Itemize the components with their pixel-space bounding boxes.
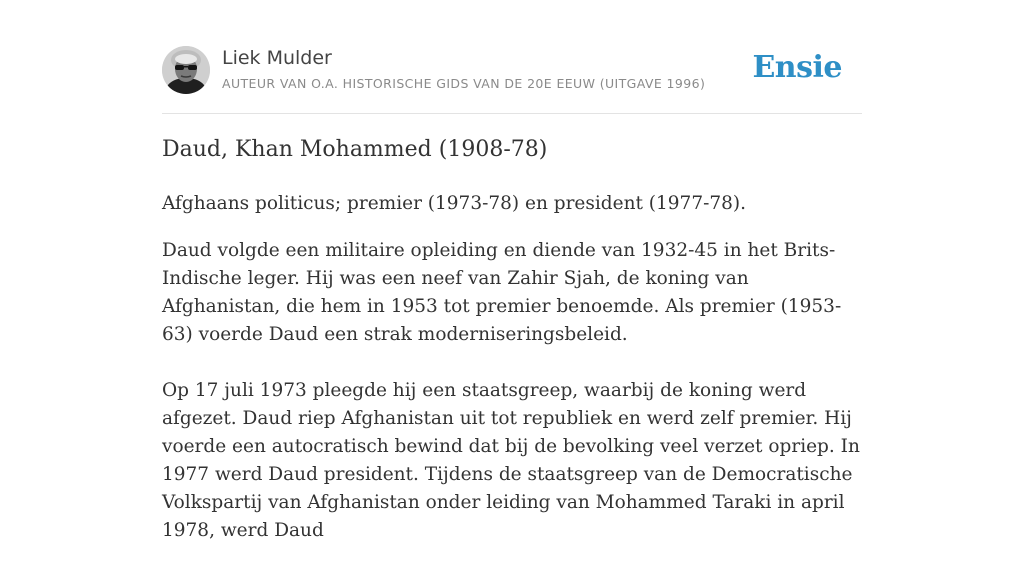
header-divider [162,113,862,114]
article-paragraph: Op 17 juli 1973 pleegde hij een staatsgreep, waarbij de koning werd afgezet. Daud riep Afghanistan uit tot republiek en werd zelf premier. Hij voerde een autocratisch bewind dat bij de bevolking veel verzet opriep. In 1977 werd Daud president. Tijdens de staatsgreep van de Democratische Volkspartij van Afghanistan onder leiding van Mohammed Taraki in april 1978, werd Daud [162,380,860,541]
article-summary: Afghaans politicus; premier (1973-78) en president (1977-78). [162,193,746,214]
ensie-logo[interactable]: Ensie [752,50,842,85]
author-name[interactable]: Liek Mulder [222,47,332,69]
article-title: Daud, Khan Mohammed (1908-78) [162,137,548,162]
article-body [162,190,867,573]
author-avatar[interactable] [162,46,210,94]
author-header [162,46,862,96]
article-paragraph: Daud volgde een militaire opleiding en diende van 1932-45 in het Brits-Indische leger. Hij was een neef van Zahir Sjah, de koning van Afghanistan, die hem in 1953 tot premier benoemde. Als premier (1953-63) voerde Daud een strak moderniseringsbeleid. [162,240,842,345]
author-photo [162,46,210,94]
author-description: AUTEUR VAN O.A. HISTORISCHE GIDS VAN DE 20E EEUW (UITGAVE 1996) [222,76,706,91]
